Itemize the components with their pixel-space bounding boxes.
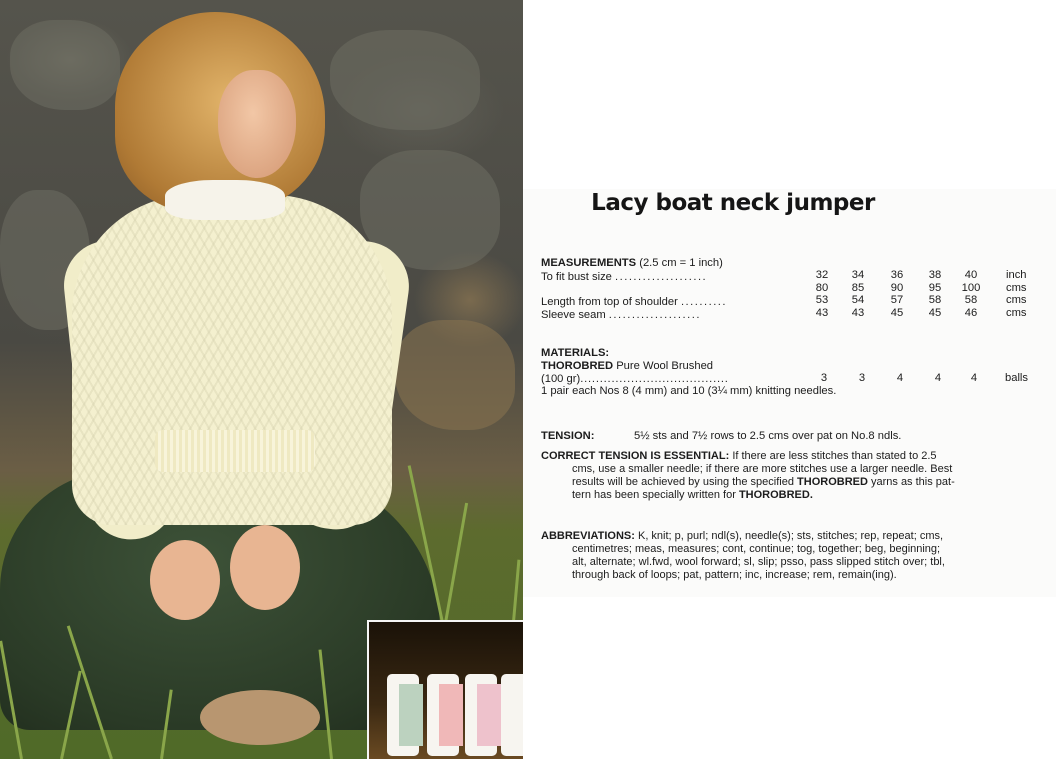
row-label: To fit bust size .................... <box>541 271 708 283</box>
measurements-heading-line <box>541 257 723 269</box>
abbreviations-line3: alt, alternate; wl.fwd, wool forward; sl, slip; psso, pass slipped stitch over; tbl, <box>572 556 945 568</box>
cell-value: 90 <box>890 282 904 294</box>
abbreviations-line4: through back of loops; pat, pattern; inc, increase; rem, remain(ing). <box>572 569 897 581</box>
cell-value: 58 <box>928 294 942 306</box>
cell-value: 95 <box>928 282 942 294</box>
cell-value: 34 <box>851 269 865 281</box>
unit-label: inch <box>1006 269 1027 281</box>
correct-tension-line1: CORRECT TENSION IS ESSENTIAL: If there are less stitches than stated to 2.5 <box>541 450 937 462</box>
correct-tension-line4: tern has been specially written for THOROBRED. <box>572 489 813 501</box>
model-face <box>218 70 296 178</box>
row-label: Sleeve seam .................... <box>541 309 701 321</box>
shirt-collar <box>165 180 285 220</box>
sweater-ribbing <box>155 430 315 472</box>
balls-value: 3 <box>820 372 828 384</box>
materials-weight-line: (100 gr)...................................... <box>541 373 729 385</box>
row-label: Length from top of shoulder .......... <box>541 296 728 308</box>
unit-label: cms <box>1006 294 1027 306</box>
materials-heading: MATERIALS: <box>541 347 610 359</box>
cell-value: 57 <box>890 294 904 306</box>
model-photo <box>0 0 523 759</box>
unit-label: cms <box>1006 282 1027 294</box>
cell-value: 45 <box>890 307 904 319</box>
cell-value: 36 <box>890 269 904 281</box>
brand-name: THOROBRED <box>541 360 614 372</box>
needles-line: 1 pair each Nos 8 (4 mm) and 10 (3¼ mm) knitting needles. <box>541 385 837 397</box>
cell-value: 32 <box>815 269 829 281</box>
cell-value: 43 <box>815 307 829 319</box>
wall-stone <box>395 320 515 430</box>
wall-stone <box>10 20 120 110</box>
balls-value: 4 <box>896 372 904 384</box>
tension-label: TENSION: <box>541 430 595 442</box>
balls-value: 4 <box>934 372 942 384</box>
model-hand-right <box>230 525 300 610</box>
yarn-sample-rose <box>477 684 501 746</box>
balls-value: 4 <box>970 372 978 384</box>
balls-value: 3 <box>858 372 866 384</box>
pattern-title: Lacy boat neck jumper <box>591 190 875 216</box>
yarn-type: Pure Wool Brushed <box>616 360 714 372</box>
cell-value: 53 <box>815 294 829 306</box>
cell-value: 43 <box>851 307 865 319</box>
yarn-sample-mint <box>399 684 423 746</box>
measurements-heading: MEASUREMENTS <box>541 257 637 269</box>
cell-value: 38 <box>928 269 942 281</box>
cell-value: 40 <box>964 269 978 281</box>
tension-text: 5½ sts and 7½ rows to 2.5 cms over pat on No.8 ndls. <box>634 430 902 442</box>
unit-label: cms <box>1006 307 1027 319</box>
model-shoe <box>200 690 320 745</box>
correct-tension-line3: results will be achieved by using the specified THOROBRED yarns as this pat- <box>572 476 955 488</box>
materials-yarn-line <box>541 360 713 372</box>
yarn-sample-pink <box>439 684 463 746</box>
abbreviations-line1: ABBREVIATIONS: K, knit; p, purl; ndl(s), needle(s); sts, stitches; rep, repeat; cms, <box>541 530 944 542</box>
abbreviations-line2: centimetres; meas, measures; cont, continue; tog, together; beg, beginning; <box>572 543 941 555</box>
lacy-sweater <box>72 195 392 525</box>
yarn-card <box>501 674 523 756</box>
measurements-note: (2.5 cm = 1 inch) <box>639 257 723 269</box>
cell-value: 54 <box>851 294 865 306</box>
correct-tension-line2: cms, use a smaller needle; if there are more stitches use a larger needle. Best <box>572 463 953 475</box>
cell-value: 45 <box>928 307 942 319</box>
cell-value: 100 <box>961 282 981 294</box>
cell-value: 58 <box>964 294 978 306</box>
yarn-inset-photo <box>367 620 523 759</box>
wall-stone <box>330 30 480 130</box>
cell-value: 46 <box>964 307 978 319</box>
cell-value: 80 <box>815 282 829 294</box>
model-hand-left <box>150 540 220 620</box>
unit-label: balls <box>1005 372 1029 384</box>
cell-value: 85 <box>851 282 865 294</box>
